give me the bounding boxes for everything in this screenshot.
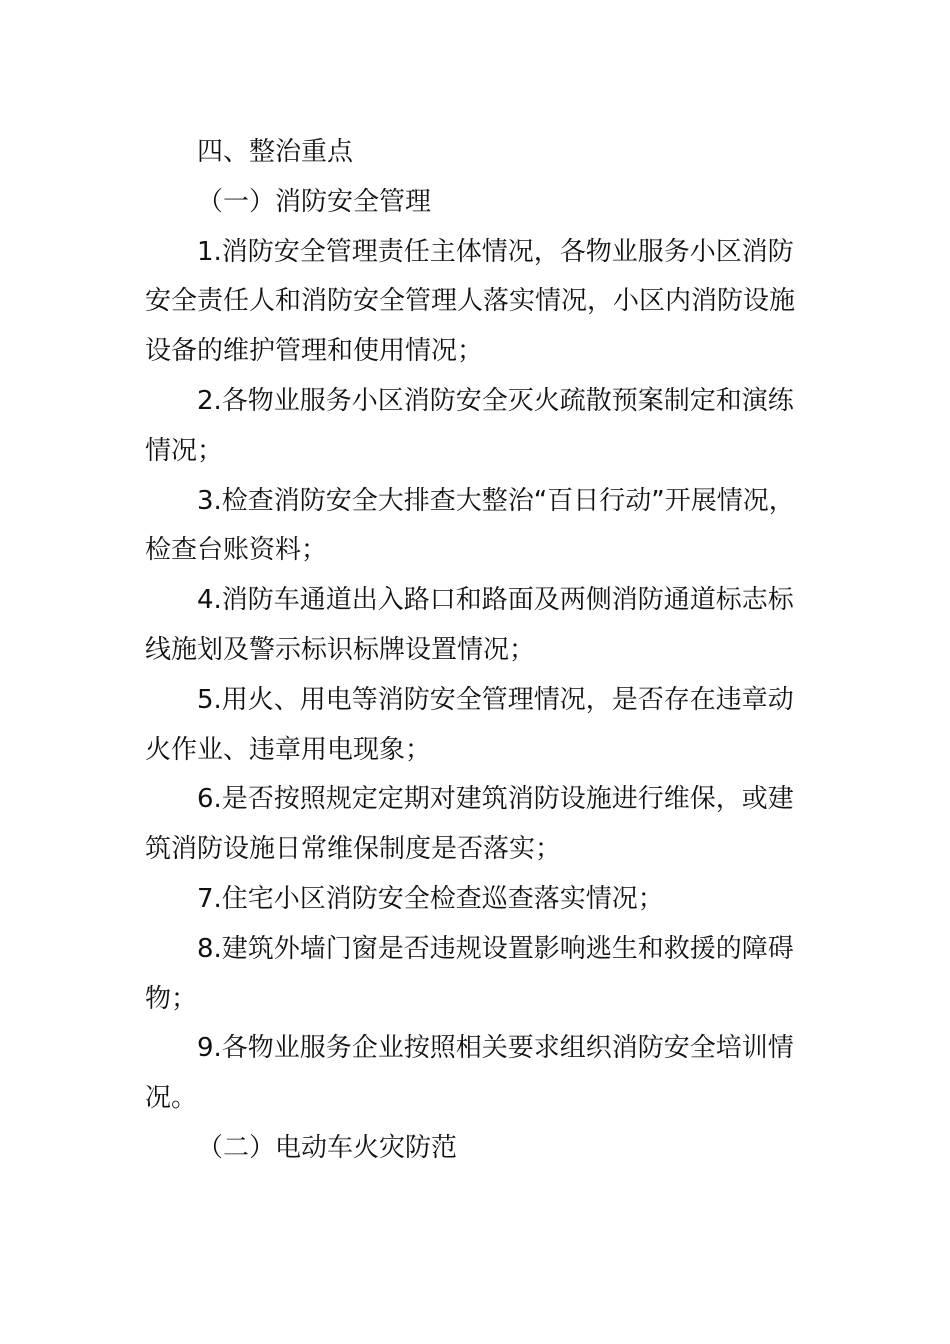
list-item: 3.检查消防安全大排查大整治“百日行动”开展情况，检查台账资料；	[145, 485, 795, 566]
list-item: 1.消防安全管理责任主体情况，各物业服务小区消防安全责任人和消防安全管理人落实情况，小区内消防设施设备的维护管理和使用情况；	[145, 236, 796, 367]
list-item: 6.是否按照规定定期对建筑消防设施进行维保，或建筑消防设施日常维保制度是否落实；	[145, 784, 794, 865]
list-item: 5.用火、用电等消防安全管理情况，是否存在违章动火作业、违章用电现象；	[145, 684, 794, 765]
document-body	[145, 128, 810, 1174]
list-item: 4.消防车通道出入路口和路面及两侧消防通道标志标线施划及警示标识标牌设置情况；	[145, 585, 794, 665]
list-item: 8.建筑外墙门窗是否违规设置影响逃生和救援的障碍物；	[145, 933, 794, 1014]
section-heading: 四、整治重点	[197, 137, 354, 167]
subsection-heading-ebike-fire-prevention: （二）电动车火灾防范	[197, 1132, 458, 1163]
list-item: 2.各物业服务小区消防安全灭火疏散预案制定和演练情况；	[145, 385, 794, 466]
list-item: 7.住宅小区消防安全检查巡查落实情况；	[197, 883, 664, 914]
list-item: 9.各物业服务企业按照相关要求组织消防安全培训情况。	[145, 1033, 794, 1114]
subsection-heading-fire-safety-management: （一）消防安全管理	[197, 186, 432, 217]
